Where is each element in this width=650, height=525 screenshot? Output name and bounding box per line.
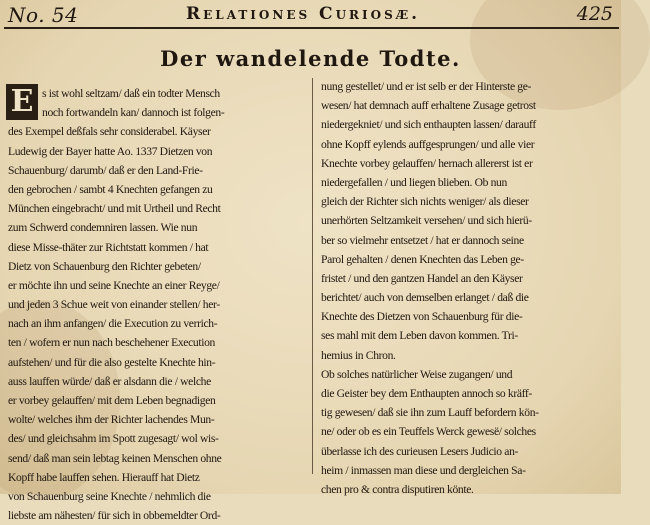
- text-line: den gebrochen / sambt 4 Knechten gefangen zu: [8, 182, 213, 196]
- text-line: ses mahl mit dem Leben davon kommen. Tri-: [321, 329, 518, 343]
- text-line: tig gewesen/ daß sie ihn zum Lauff befordern kön-: [321, 406, 539, 420]
- header-rule: [4, 27, 619, 29]
- page-header: [6, 2, 615, 26]
- text-line: heim / inmassen man diese und dergleichen Sa-: [321, 463, 526, 477]
- text-line: die Geister bey dem Enthaupten annoch so kräff-: [321, 387, 532, 400]
- text-line: aufstehen/ und für die also gestelte Knechte hin-: [8, 355, 216, 369]
- text-line: ber so vielmehr entsetzet / hat er dannoch seine: [321, 233, 524, 247]
- text-line: Knechte vorbey gelauffen/ hernach allererst ist er: [321, 156, 533, 170]
- column-divider: [312, 78, 313, 474]
- text-line: nach an ihm anfangen/ die Execution zu verrich-: [8, 317, 218, 331]
- text-line: niedergefallen / und liegen blieben. Ob nun: [321, 175, 507, 189]
- text-line: Ob solches natürlicher Weise zugangen/ und: [321, 367, 513, 381]
- text-line: chen pro & contra disputiren könte.: [321, 482, 474, 496]
- text-line: Knechte des Dietzen von Schauenburg für die-: [321, 310, 523, 324]
- left-column: [8, 84, 304, 525]
- text-line: unerhörten Seltzamkeit versehen/ und sich hierü-: [321, 214, 532, 228]
- text-line: hemius in Chron.: [321, 348, 396, 362]
- text-line: fristet / und den gantzen Handel an den Käyser: [321, 271, 523, 285]
- text-line: er möchte ihn und seine Knechte an einer Reyge/: [8, 278, 220, 292]
- text-line: Dietz von Schauenburg den Richter gebeten/: [8, 259, 201, 273]
- text-line: München eingebracht/ und mit Urtheil und Recht: [8, 202, 221, 216]
- text-line: des/ und gleichsahm im Spott zugesagt/ wol wis-: [8, 432, 219, 446]
- page-number: 425: [576, 3, 613, 25]
- running-title: Relationes Curiosæ.: [186, 4, 421, 24]
- text-line: wolte/ welches ihm der Richter lachendes Mun-: [8, 413, 215, 427]
- text-line: ten / wofern er nun nach beschehener Execution: [8, 336, 215, 350]
- text-line: Ludewig der Bayer hatte Ao. 1337 Dietzen von: [8, 144, 213, 158]
- text-line: s ist wohl seltzam/ daß ein todter Mensch: [42, 87, 220, 100]
- text-line: liebste am nähesten/ für sich in obbemeldter Ord-: [8, 509, 221, 523]
- text-line: diese Misse-thäter zur Richtstatt kommen / hat: [8, 240, 209, 254]
- text-line: überlasse ich des curieusen Lesers Judicio an-: [321, 444, 519, 458]
- text-line: berichtet/ auch von demselben erlanget / daß die: [321, 291, 529, 305]
- text-line: Kopff habe lauffen sehen. Hierauff hat Dietz: [8, 470, 200, 484]
- text-line: nung gestellet/ und er ist selb er der Hinterste ge-: [321, 80, 532, 93]
- text-line: er vorbey gelauffen/ mit dem Leben begnadigen: [8, 394, 216, 407]
- article-title: Der wandelende Todte.: [160, 46, 461, 71]
- text-line: niedergekniet/ und sich enthaupten lassen/ darauff: [321, 118, 536, 132]
- text-line: zum Schwerd condemniren lassen. Wie nun: [8, 221, 198, 235]
- text-line: ohne Kopff eylends auffgesprungen/ und alle vier: [321, 137, 535, 151]
- text-line: gleich der Richter sich nichts weniger/ als dieser: [321, 195, 529, 209]
- text-line: wesen/ hat demnach auff erhaltene Zusage getrost: [321, 99, 536, 113]
- text-line: auss lauffen würde/ daß er alsdann die / welche: [8, 374, 211, 388]
- right-column: [321, 77, 617, 499]
- text-line: send/ daß man sein lebtag keinen Menschen ohne: [8, 451, 222, 465]
- drop-initial: E: [6, 84, 38, 120]
- text-line: des Exempel deßfals sehr considerabel. Käyser: [8, 125, 211, 139]
- issue-number: No. 54: [8, 3, 79, 27]
- text-line: ne/ oder ob es ein Teuffels Werck gewesë/ solches: [321, 425, 536, 439]
- text-line: von Schauenburg seine Knechte / nehmlich die: [8, 489, 211, 503]
- text-line: und jeden 3 Schue weit von einander stellen/ her-: [8, 298, 220, 312]
- text-line: noch fortwandeln kan/ dannoch ist folgen-: [42, 106, 225, 120]
- text-line: Schauenburg/ darumb/ daß er den Land-Frie-: [8, 163, 203, 177]
- text-line: Parol gehalten / denen Knechten das Leben ge-: [321, 252, 524, 266]
